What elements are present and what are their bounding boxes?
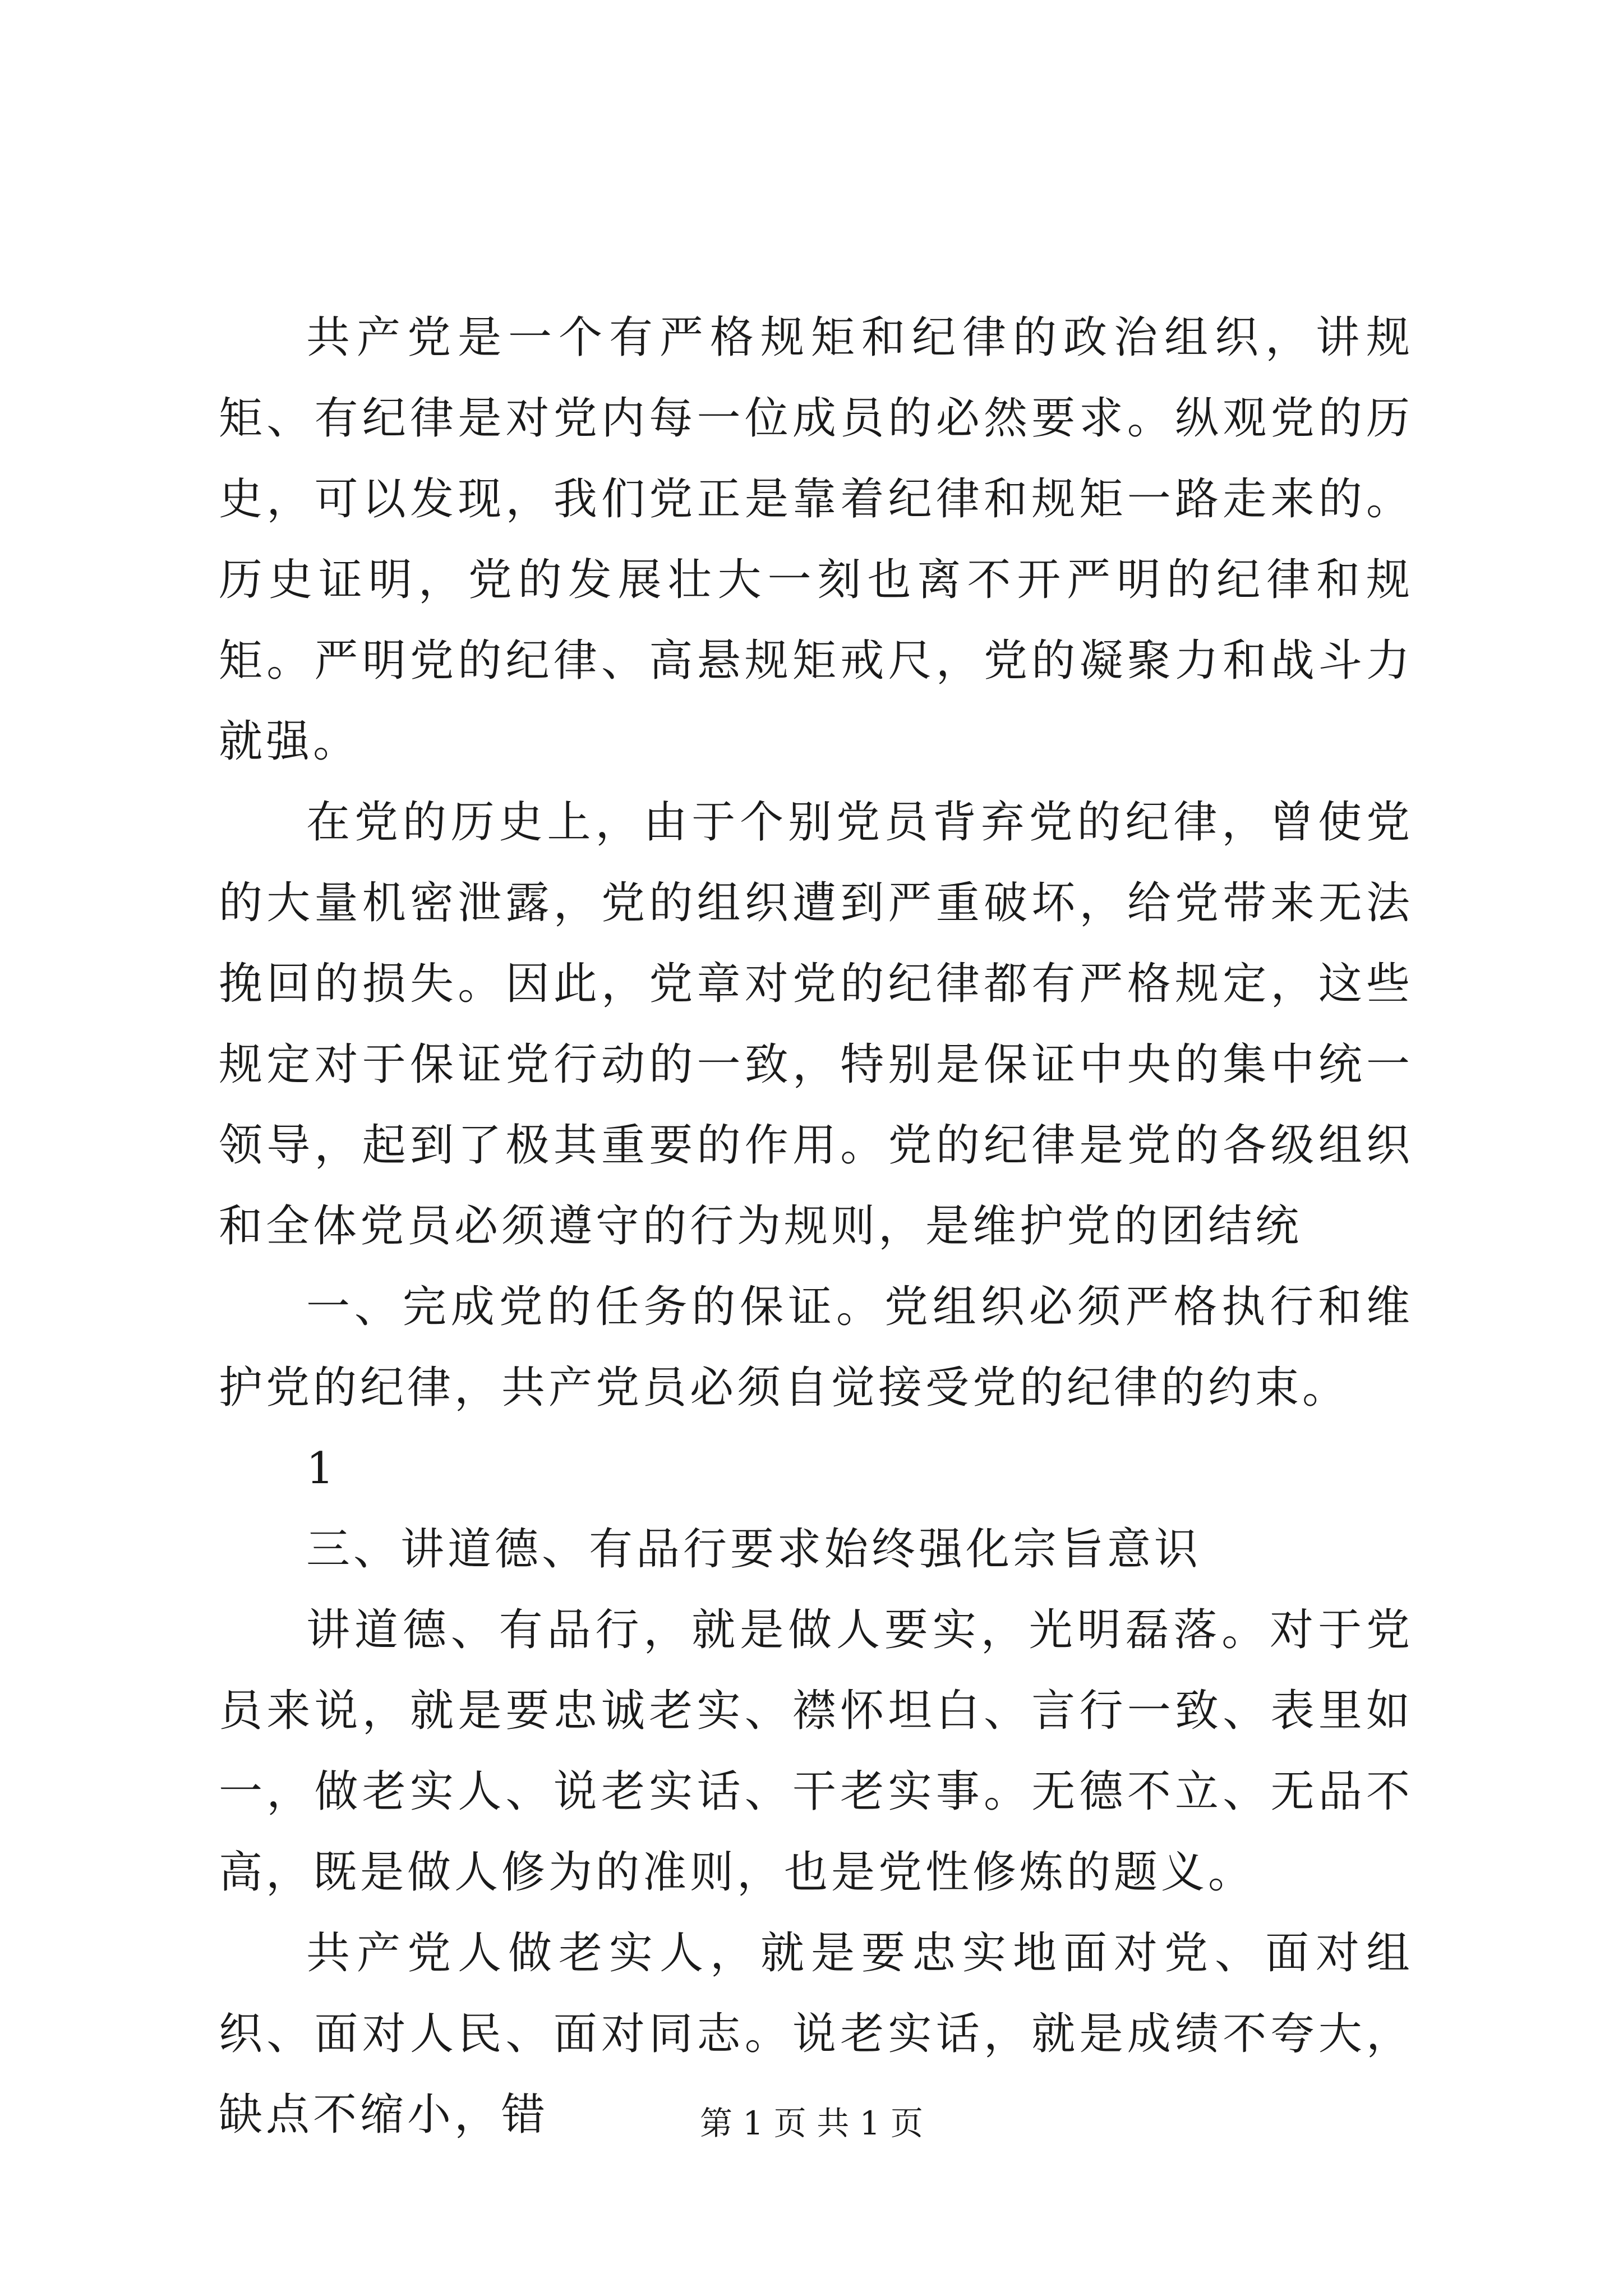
paragraph-number-marker: 1 [306,1443,338,1494]
page-footer: 第 1 页 共 1 页 [700,2104,923,2142]
section-heading-morality: 三、讲道德、有品行要求始终强化宗旨意识 [306,1524,1202,1575]
paragraph-task-guarantee: 一、完成党的任务的保证。党组织必须严格执行和维护党的纪律，共产党员必须自觉接受党的纪律的约束。 [219,1282,1413,1413]
document-body [219,297,1413,2155]
paragraph-discipline-intro: 共产党是一个有严格规矩和纪律的政治组织，讲规矩、有纪律是对党内每一位成员的必然要求。纵观党的历史，可以发现，我们党正是靠着纪律和规矩一路走来的。历史证明，党的发展壮大一刻也离不开严明的纪律和规矩。严明党的纪律、高悬规矩戒尺，党的凝聚力和战斗力就强。 [219,312,1413,767]
paragraph-discipline-history: 在党的历史上，由于个别党员背弃党的纪律，曾使党的大量机密泄露，党的组织遭到严重破坏，给党带来无法挽回的损失。因此，党章对党的纪律都有严格规定，这些规定对于保证党行动的一致，特别是保证中央的集中统一领导，起到了极其重要的作用。党的纪律是党的各级组织和全体党员必须遵守的行为规则，是维护党的团结统 [219,797,1413,1251]
paragraph-honest-person: 共产党人做老实人，就是要忠实地面对党、面对组织、面对人民、面对同志。说老实话，就是成绩不夸大，缺点不缩小，错 [219,1928,1413,2140]
paragraph-morality: 讲道德、有品行，就是做人要实，光明磊落。对于党员来说，就是要忠诚老实、襟怀坦白、言行一致、表里如一，做老实人、说老实话、干老实事。无德不立、无品不高，既是做人修为的准则，也是党性修炼的题义。 [219,1605,1413,1898]
